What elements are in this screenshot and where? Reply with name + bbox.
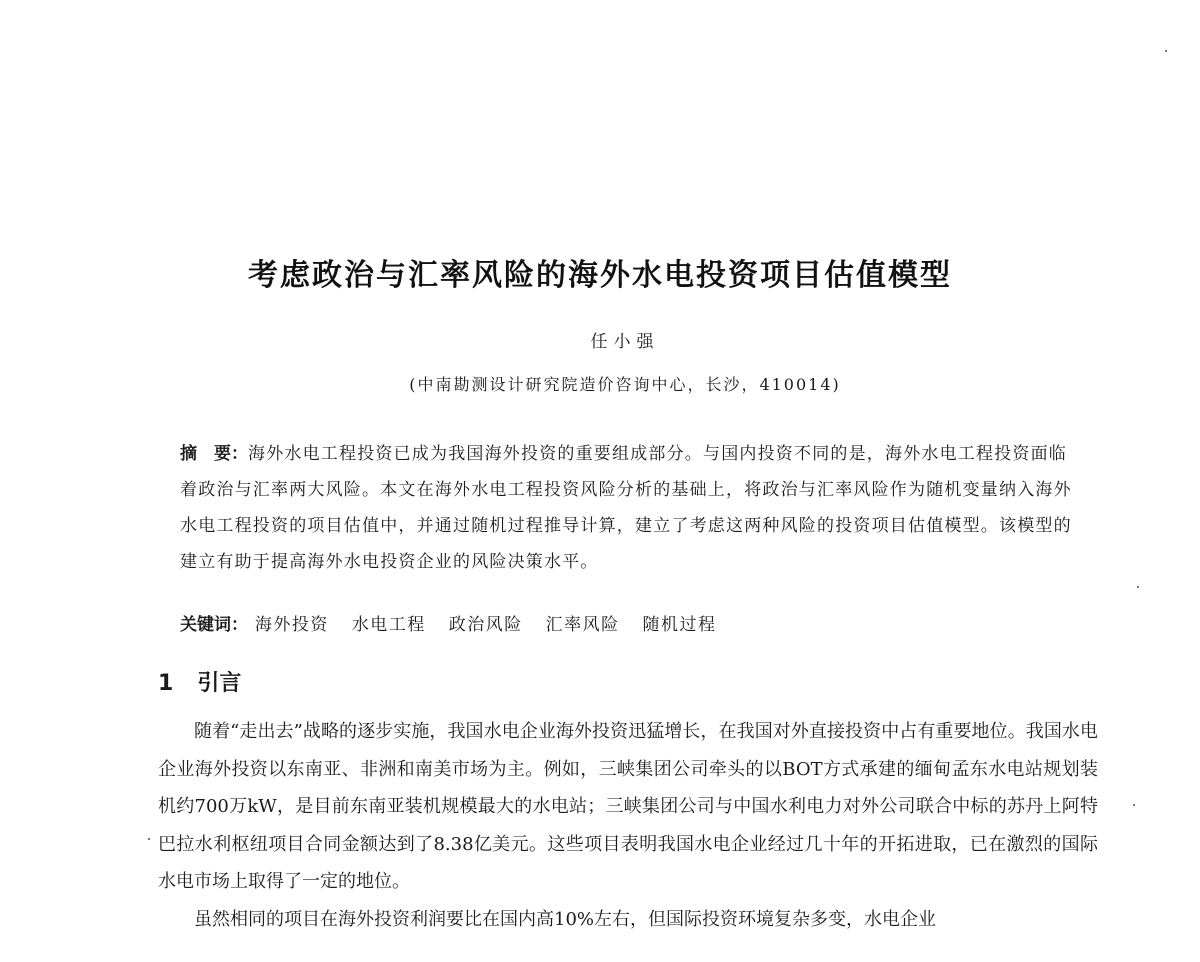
section-number: 1	[158, 671, 174, 696]
scan-speck	[1165, 50, 1167, 52]
abstract-label: 摘 要：	[180, 444, 248, 464]
keyword: 水电工程	[351, 615, 426, 635]
paragraph: 虽然相同的项目在海外投资利润要比在国内高10%左右，但国际投资环境复杂多变，水电企业	[194, 908, 937, 930]
section-heading	[158, 666, 241, 697]
abstract-text: 海外水电工程投资已成为我国海外投资的重要组成部分。与国内投资不同的是，海外水电工程投资面临着政治与汇率两大风险。本文在海外水电工程投资风险分析的基础上，将政治与汇率风险作为随机变量纳入海外水电工程投资的项目估值中，并通过随机过程推导计算，建立了考虑这两种风险的投资项目估值模型。该模型的建立有助于提高海外水电投资企业的风险决策水平。	[180, 444, 1072, 572]
abstract	[180, 436, 1080, 580]
author-name: 任小强	[590, 332, 660, 352]
author-affiliation: (中南勘测设计研究院造价咨询中心，长沙，410014)	[409, 375, 841, 394]
scan-speck	[148, 838, 150, 840]
keyword: 政治风险	[448, 615, 523, 635]
keyword: 汇率风险	[545, 615, 620, 635]
keyword: 海外投资	[254, 615, 329, 635]
scan-speck	[1137, 586, 1139, 588]
keyword: 随机过程	[642, 615, 717, 635]
keywords	[180, 610, 1080, 635]
section-title: 引言	[197, 671, 242, 696]
body-text	[158, 713, 1098, 938]
paragraph: 随着“走出去”战略的逐步实施，我国水电企业海外投资迅猛增长，在我国对外直接投资中占有重要地位。我国水电企业海外投资以东南亚、非洲和南美市场为主。例如，三峡集团公司牵头的以BOT方式承建的缅甸孟东水电站规划装机约700万kW，是目前东南亚装机规模最大的水电站；三峡集团公司与中国水利电力对外公司联合中标的苏丹上阿特巴拉水利枢纽项目合同金额达到了8.38亿美元。这些项目表明我国水电企业经过几十年的开拓进取，已在激烈的国际水电市场上取得了一定的地位。	[158, 721, 1098, 892]
scan-speck	[1133, 804, 1135, 806]
paper-title: 考虑政治与汇率风险的海外水电投资项目估值模型	[248, 258, 952, 293]
keywords-label: 关键词：	[180, 615, 248, 635]
